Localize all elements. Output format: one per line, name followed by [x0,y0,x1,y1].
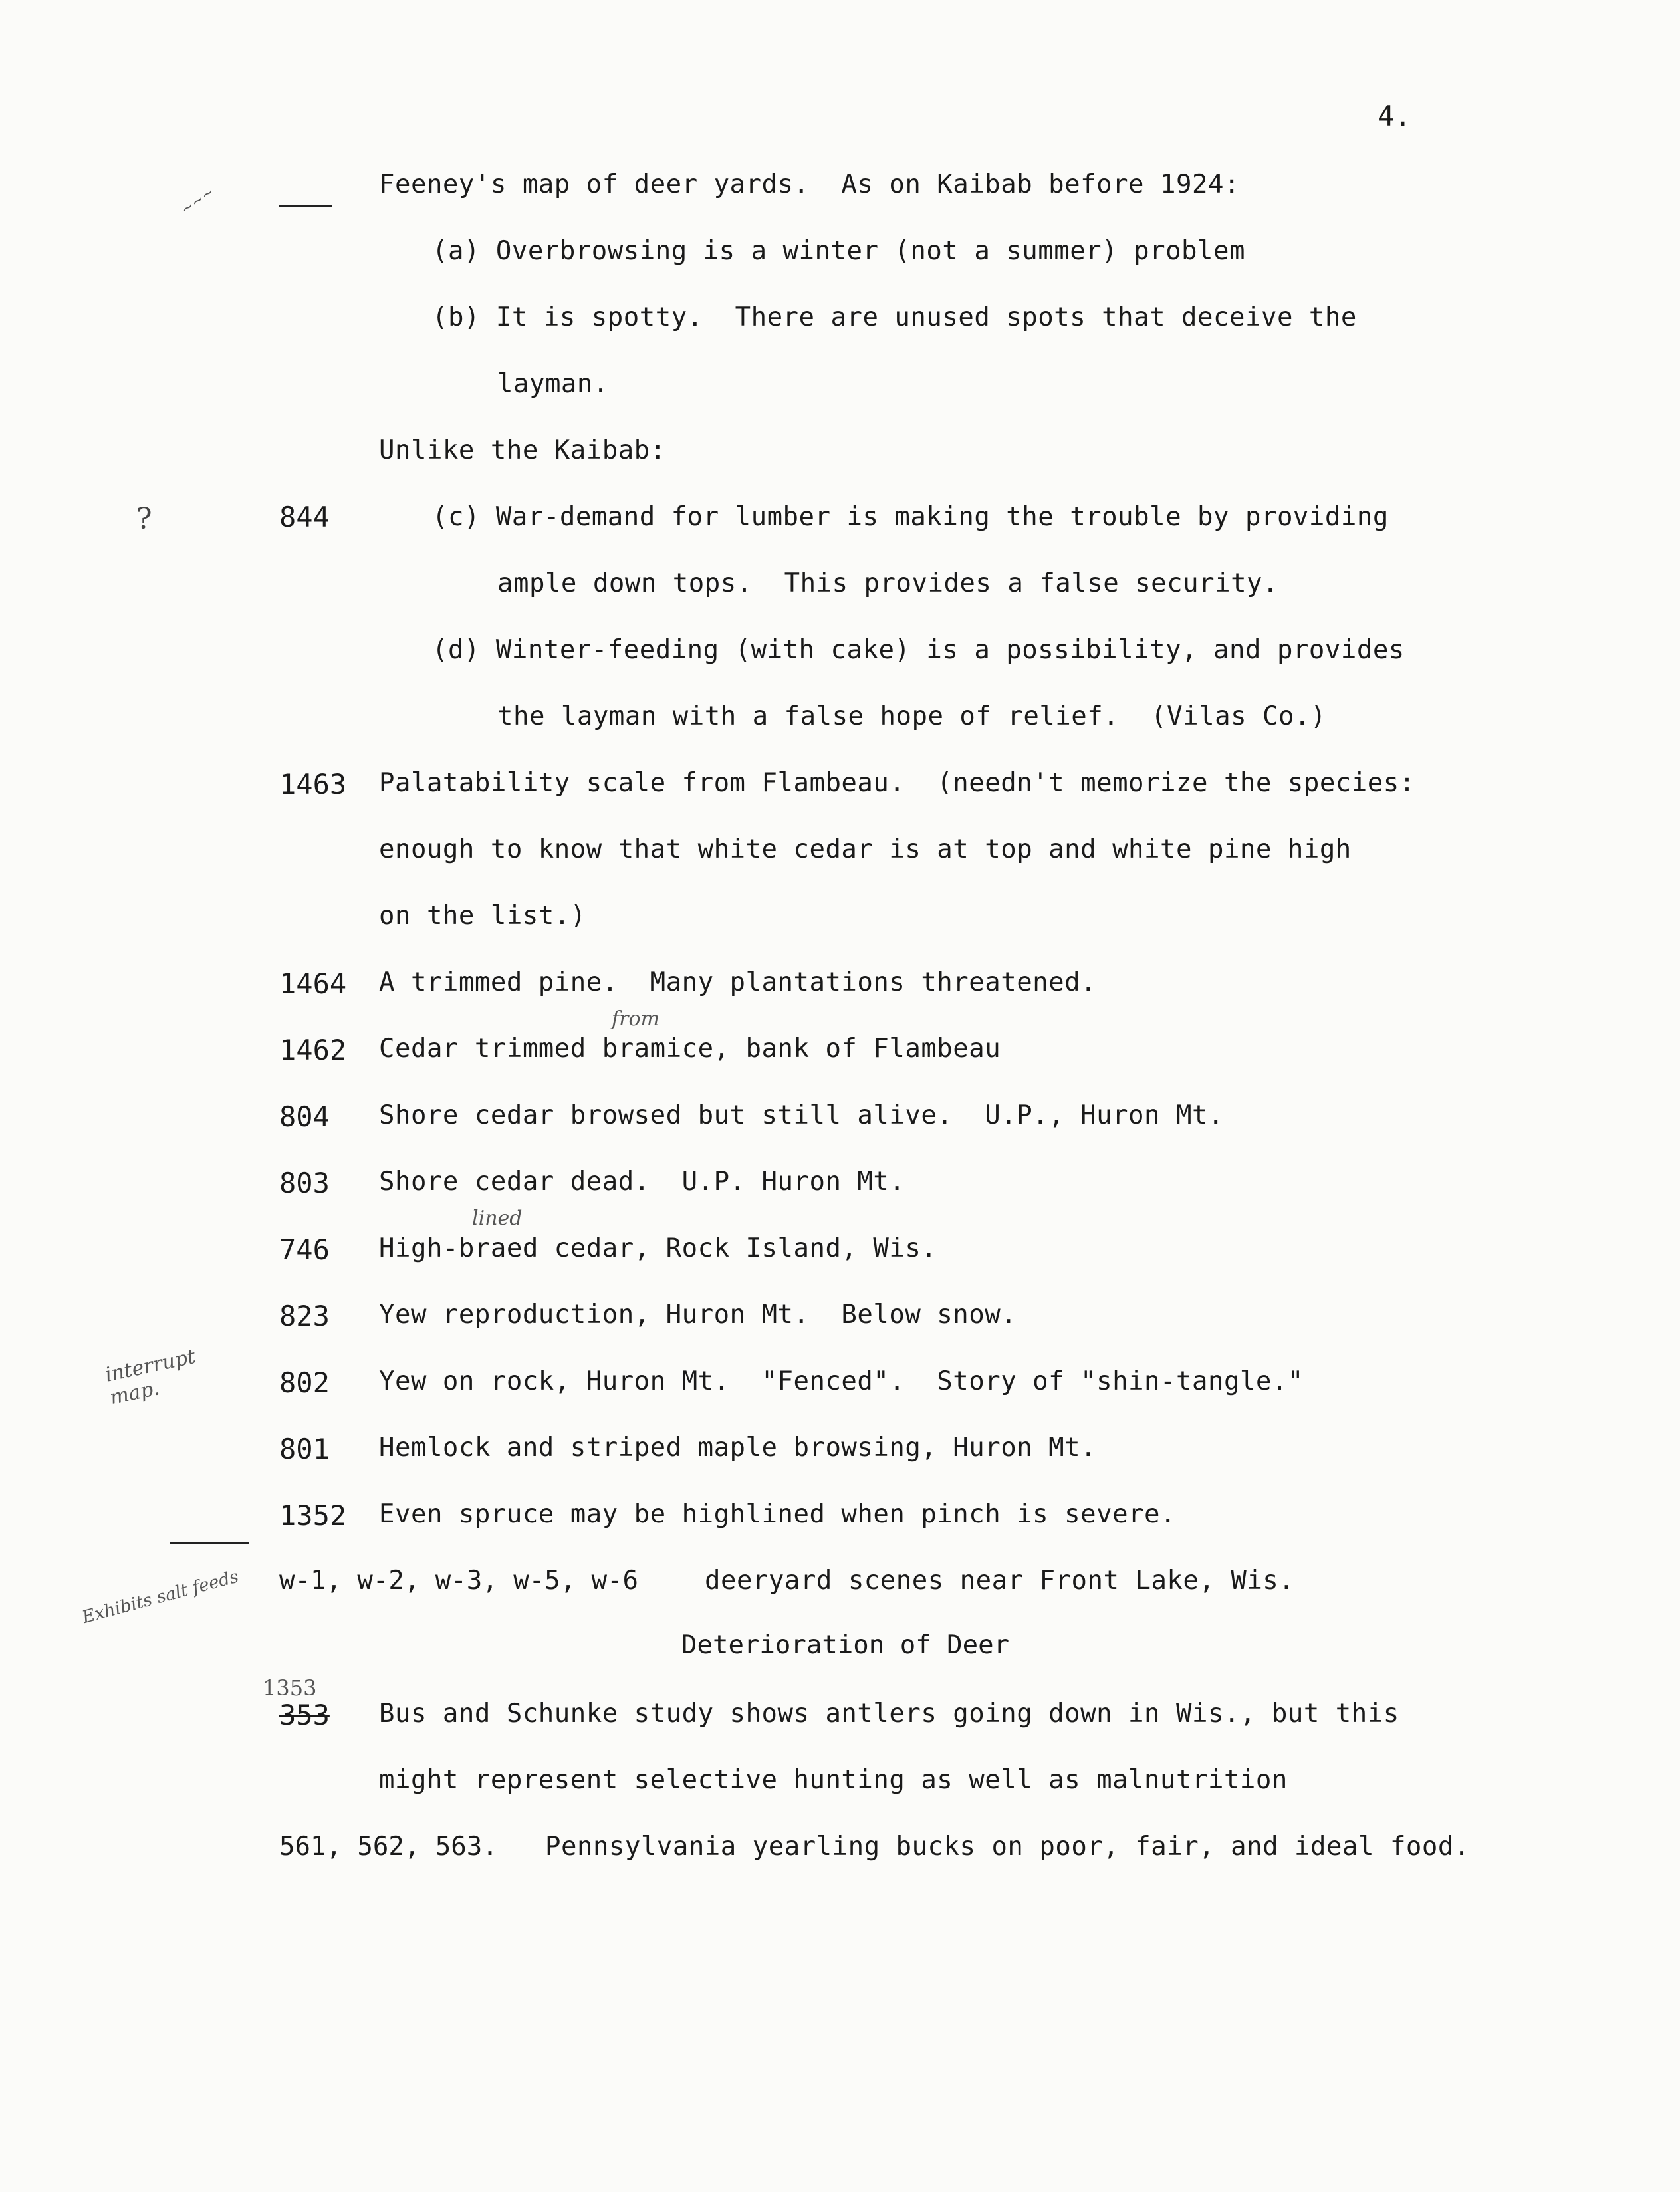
text-line: Cedar trimmed bramice, bank of Flambeau [379,1034,1001,1064]
slide-number: 1462 [279,1034,347,1066]
text-line: Pennsylvania yearling bucks on poor, fair, and ideal food. [545,1832,1470,1862]
margin-scribble: ~~~ [178,183,218,219]
text-line: ample down tops. This provides a false security. [497,568,1279,598]
text-line: on the list.) [379,901,586,931]
text-line: Bus and Schunke study shows antlers going down in Wis., but this [379,1699,1399,1729]
section-heading: Deterioration of Deer [681,1630,1010,1660]
text-line: the layman with a false hope of relief. (Vilas Co.) [497,701,1326,731]
text-line: Shore cedar browsed but still alive. U.P., Huron Mt. [379,1100,1224,1130]
slide-number: 561, 562, 563. [279,1832,498,1862]
slide-number: 844 [279,501,330,533]
text-line: layman. [497,369,609,399]
text-line: (a) Overbrowsing is a winter (not a summer) problem [432,236,1245,266]
slide-number: 804 [279,1100,330,1133]
text-line: (b) It is spotty. There are unused spots that deceive the [432,303,1357,332]
text-line: Even spruce may be highlined when pinch is severe. [379,1499,1176,1529]
insertion-lined: lined [472,1207,523,1230]
text-line: (c) War-demand for lumber is making the trouble by providing [432,502,1389,532]
corrected-number: 1353 [263,1675,317,1701]
insertion-from: from [612,1007,660,1031]
text-line: deeryard scenes near Front Lake, Wis. [705,1566,1295,1596]
slide-number: 1352 [279,1499,347,1532]
margin-note-interrupt-map: interrupt map. [102,1344,198,1410]
text-line: Palatability scale from Flambeau. (needn't memorize the species: [379,768,1415,798]
text-line: Hemlock and striped maple browsing, Huron Mt. [379,1433,1097,1463]
text-line: might represent selective hunting as well as malnutrition [379,1765,1288,1795]
slide-number: 1464 [279,967,347,1000]
slide-number: 801 [279,1433,330,1465]
slide-number: 823 [279,1300,330,1332]
text-line: Yew on rock, Huron Mt. "Fenced". Story of "shin-tangle." [379,1366,1304,1396]
text-line: enough to know that white cedar is at top and white pine high [379,834,1352,864]
slide-number: 353 [279,1699,330,1731]
text-line: Yew reproduction, Huron Mt. Below snow. [379,1300,1017,1330]
text-line: A trimmed pine. Many plantations threatened. [379,967,1097,997]
margin-dash [170,1542,249,1544]
slide-number: w-1, w-2, w-3, w-5, w-6 [279,1566,639,1596]
slide-number: 1463 [279,768,347,800]
text-line: Feeney's map of deer yards. As on Kaibab before 1924: [379,170,1240,199]
slide-number: 746 [279,1233,330,1266]
margin-dash [279,205,332,207]
slide-number: 803 [279,1167,330,1199]
text-line: (d) Winter-feeding (with cake) is a possibility, and provides [432,635,1405,665]
slide-number: 802 [279,1366,330,1399]
page-number: 4. [1378,100,1411,132]
text-line: High-braed cedar, Rock Island, Wis. [379,1233,937,1263]
text-line: Unlike the Kaibab: [379,435,666,465]
margin-note-salt-feeds: Exhibits salt feeds [80,1566,241,1628]
text-line: Shore cedar dead. U.P. Huron Mt. [379,1167,905,1197]
question-mark: ? [136,502,152,536]
